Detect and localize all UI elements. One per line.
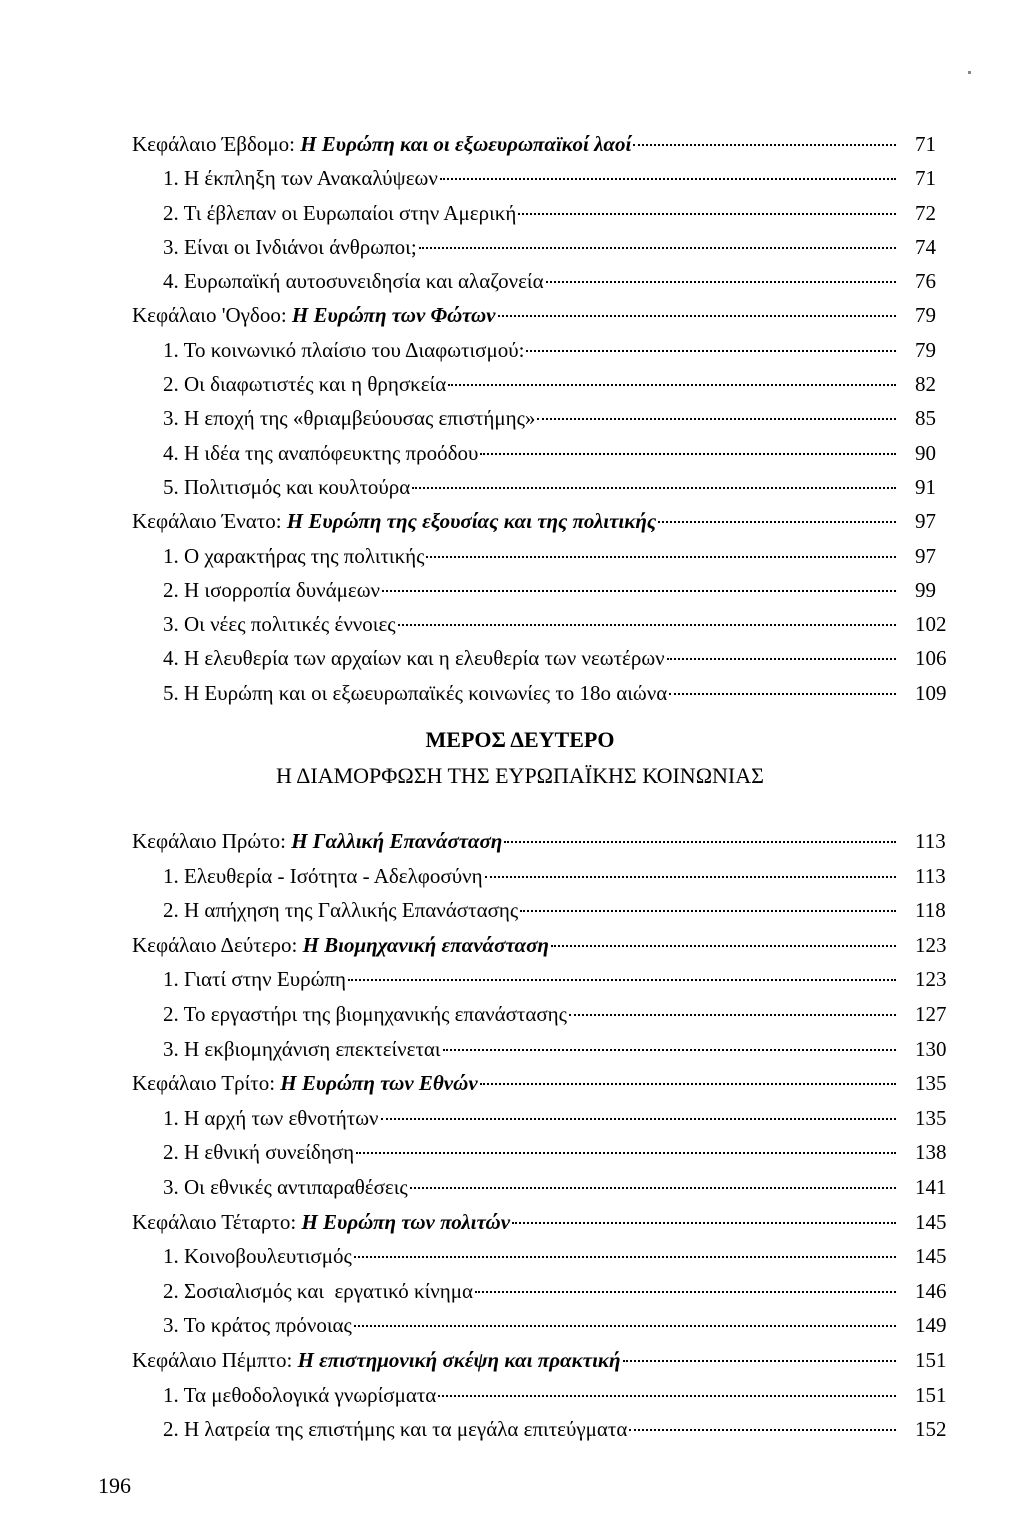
chapter-title: Η Γαλλική Επανάσταση: [291, 829, 503, 853]
dot-leader: [629, 1429, 896, 1431]
page-ref: 85: [915, 406, 936, 431]
toc-entry-label: [163, 1308, 896, 1343]
dot-leader: [410, 1187, 896, 1189]
toc-entry-label: [163, 367, 896, 401]
chapter-prefix: Κεφάλαιο 'Ογδοο:: [132, 303, 292, 328]
page-ref: 151: [915, 1347, 947, 1372]
toc-entry-label: [163, 1101, 896, 1136]
dot-leader: [381, 1118, 896, 1120]
toc-entry-label: [163, 470, 896, 504]
chapter-prefix: Κεφάλαιο Δεύτερο:: [132, 932, 303, 957]
section-title: 1. Κοινοβουλευτισμός: [163, 1244, 352, 1269]
toc-section-row: [0, 1170, 1024, 1205]
page-ref: 91: [915, 474, 936, 499]
toc-entry-label: [163, 997, 896, 1032]
toc-entry-label: [163, 641, 896, 675]
toc-entry-label: [163, 1239, 896, 1274]
toc-section-row: [0, 1308, 1024, 1343]
dot-leader: [412, 487, 896, 489]
dot-leader: [623, 1360, 896, 1362]
section-title: 3. Είναι οι Ινδιάνοι άνθρωποι;: [163, 234, 417, 259]
section-title: 1. Γιατί στην Ευρώπη: [163, 967, 346, 992]
page-ref: 118: [915, 898, 946, 923]
page-ref: 72: [915, 200, 936, 225]
toc-chapter-row: [0, 1205, 1024, 1240]
page-ref: 99: [915, 577, 936, 602]
dot-leader: [520, 910, 896, 912]
chapter-prefix: Κεφάλαιο Πέμπτο:: [132, 1347, 298, 1372]
toc-entry-label: [163, 607, 896, 641]
toc-entry-label: [163, 539, 896, 573]
dot-leader: [498, 315, 897, 317]
page-ref: 130: [915, 1036, 947, 1061]
page-ref: 113: [915, 863, 946, 888]
dot-leader: [518, 213, 896, 215]
chapter-title: Η Ευρώπη των πολιτών: [301, 1209, 511, 1234]
chapter-title: Η Ευρώπη των Εθνών: [280, 1071, 478, 1096]
section-title: 3. Η εποχή της «θριαμβεύουσας επιστήμης»: [163, 406, 536, 431]
toc-chapter-row: [0, 1343, 1024, 1378]
toc-section-row: [0, 1101, 1024, 1136]
dot-leader: [667, 658, 896, 660]
dot-leader: [440, 178, 896, 180]
section-title: 4. Η ελευθερία των αρχαίων και η ελευθερία των νεωτέρων: [163, 646, 665, 671]
page-ref: 152: [915, 1417, 947, 1442]
dot-leader: [348, 979, 896, 981]
section-title: 1. Η έκπληξη των Ανακαλύψεων: [163, 166, 438, 191]
dot-leader: [438, 1395, 896, 1397]
dot-leader: [633, 144, 896, 146]
dot-leader: [526, 350, 896, 352]
toc-entry-label: [163, 1274, 896, 1309]
toc-entry-label: [132, 127, 896, 161]
toc-chapter-row: [0, 1066, 1024, 1101]
section-title: 2. Η απήχηση της Γαλλικής Επανάστασης: [163, 898, 519, 923]
toc-section-row: [0, 1412, 1024, 1447]
section-title: 3. Οι εθνικές αντιπαραθέσεις: [163, 1174, 408, 1199]
toc-section-row: [0, 607, 1024, 641]
page-ref: 141: [915, 1174, 947, 1199]
dot-leader: [569, 1014, 896, 1016]
dot-leader: [669, 693, 896, 695]
dot-leader: [354, 1325, 896, 1327]
section-title: 1. Ο χαρακτήρας της πολιτικής: [163, 543, 425, 568]
page-ref: 97: [915, 509, 936, 534]
toc-entry-label: [163, 230, 896, 264]
toc-entry-label: [163, 161, 896, 195]
toc-section-row: [0, 333, 1024, 367]
toc-entry-label: [163, 1412, 896, 1447]
dot-leader: [426, 556, 896, 558]
dot-leader: [480, 1083, 896, 1085]
toc-section-row: [0, 264, 1024, 298]
page-ref: 123: [915, 967, 947, 992]
section-title: 3. Η εκβιομηχάνιση επεκτείνεται: [163, 1036, 441, 1061]
section-title: 2. Οι διαφωτιστές και η θρησκεία: [163, 372, 447, 397]
page-ref: 79: [915, 303, 936, 328]
dot-leader: [658, 521, 896, 523]
toc-section-row: [0, 1032, 1024, 1067]
section-title: 3. Το κράτος πρόνοιας: [163, 1313, 352, 1338]
toc-section-row: [0, 676, 1024, 710]
toc-section-row: [0, 196, 1024, 230]
toc-entry-label: [163, 264, 896, 298]
page-number: 196: [98, 1473, 131, 1498]
part-title: ΜΕΡΟΣ ΔΕΥΤΕΡΟ: [425, 727, 615, 752]
page-ref: 135: [915, 1105, 947, 1130]
toc-entry-label: [163, 1032, 896, 1067]
page-ref: 74: [915, 234, 936, 259]
toc-entry-label: [132, 298, 896, 332]
page-ref: 127: [915, 1001, 947, 1026]
part-subtitle: Η ΔΙΑΜΟΡΦΩΣΗ ΤΗΣ ΕΥΡΩΠΑΪΚΗΣ ΚΟΙΝΩΝΙΑΣ: [276, 763, 764, 788]
toc-entry-label: [163, 196, 896, 230]
section-title: 5. Η Ευρώπη και οι εξωευρωπαϊκές κοινωνίες το 18ο αιώνα: [163, 680, 668, 705]
toc-section-row: [0, 1135, 1024, 1170]
toc-entry-label: [132, 928, 896, 963]
dot-leader: [551, 945, 896, 947]
toc-section-row: [0, 230, 1024, 264]
toc-section-row: [0, 573, 1024, 607]
chapter-prefix: Κεφάλαιο Τέταρτο:: [132, 1209, 302, 1234]
toc-chapter-row: [0, 928, 1024, 963]
toc-section-row: [0, 1378, 1024, 1413]
chapter-prefix: Κεφάλαιο Τρίτο:: [132, 1071, 281, 1096]
dot-leader: [480, 453, 896, 455]
toc-entry-label: [132, 1066, 896, 1101]
page-ref: 102: [915, 612, 947, 637]
dot-leader: [419, 247, 896, 249]
toc-entry-label: [163, 1135, 896, 1170]
chapter-prefix: Κεφάλαιο Πρώτο:: [132, 829, 292, 853]
page-ref: 71: [915, 166, 936, 191]
page-ref: 123: [915, 932, 947, 957]
toc-entry-label: [163, 893, 896, 928]
dot-leader: [504, 841, 896, 843]
section-title: 1. Τα μεθοδολογικά γνωρίσματα: [163, 1382, 437, 1407]
toc-section-row: [0, 997, 1024, 1032]
toc-entry-label: [163, 401, 896, 435]
page-ref: 113: [915, 829, 946, 853]
toc-chapter-row: [0, 127, 1024, 161]
toc-second-block: [0, 824, 1024, 1447]
page-ref: 71: [915, 132, 936, 156]
toc-section-row: [0, 161, 1024, 195]
page-ref: 135: [915, 1071, 947, 1096]
toc-section-row: [0, 859, 1024, 894]
toc-entry-label: [163, 333, 896, 367]
section-title: 5. Πολιτισμός και κουλτούρα: [163, 474, 411, 499]
toc-entry-label: [163, 962, 896, 997]
section-title: 3. Οι νέες πολιτικές έννοιες: [163, 612, 396, 637]
section-title: 2. Η λατρεία της επιστήμης και τα μεγάλα επιτεύγματα: [163, 1417, 628, 1442]
chapter-title: Η Ευρώπη και οι εξωευρωπαϊκοί λαοί: [300, 132, 632, 156]
section-title: 4. Η ιδέα της αναπόφευκτης προόδου: [163, 440, 479, 465]
toc-section-row: [0, 436, 1024, 470]
dot-leader: [356, 1152, 896, 1154]
toc-section-row: [0, 367, 1024, 401]
toc-entry-label: [163, 859, 896, 894]
page-ref: 106: [915, 646, 947, 671]
page-ref: 146: [915, 1278, 947, 1303]
dot-leader: [443, 1049, 896, 1051]
dot-leader: [382, 590, 896, 592]
page-ref: 145: [915, 1209, 947, 1234]
toc-section-row: [0, 641, 1024, 675]
toc-section-row: [0, 401, 1024, 435]
page-ref: 109: [915, 680, 947, 705]
toc-chapter-row: [0, 504, 1024, 538]
dot-leader: [512, 1222, 896, 1224]
page-ref: 82: [915, 372, 936, 397]
dot-leader: [398, 624, 896, 626]
section-title: 2. Η εθνική συνείδηση: [163, 1140, 355, 1165]
toc-entry-label: [163, 1170, 896, 1205]
dot-leader: [354, 1256, 896, 1258]
speck-mark: [968, 71, 971, 74]
section-title: 1. Το κοινωνικό πλαίσιο του Διαφωτισμού:: [163, 337, 525, 362]
chapter-prefix: Κεφάλαιο Ένατο:: [132, 509, 287, 534]
page-ref: 76: [915, 269, 936, 294]
toc-entry-label: [163, 573, 896, 607]
toc-section-row: [0, 539, 1024, 573]
dot-leader: [448, 384, 896, 386]
toc-entry-label: [132, 1205, 896, 1240]
toc-entry-label: [163, 1378, 896, 1413]
dot-leader: [537, 418, 896, 420]
section-title: 1. Η αρχή των εθνοτήτων: [163, 1105, 379, 1130]
section-title: 2. Σοσιαλισμός και εργατικό κίνημα: [163, 1278, 473, 1303]
toc-first-block: [0, 127, 1024, 710]
page-ref: 151: [915, 1382, 947, 1407]
dot-leader: [546, 281, 896, 283]
toc-entry-label: [132, 1343, 896, 1378]
toc-chapter-row: [0, 824, 1024, 859]
toc-section-row: [0, 962, 1024, 997]
toc-entry-label: [132, 824, 896, 859]
section-title: 1. Ελευθερία - Ισότητα - Αδελφοσύνη: [163, 863, 483, 888]
dot-leader: [485, 876, 896, 878]
page-ref: 79: [915, 337, 936, 362]
page-ref: 138: [915, 1140, 947, 1165]
chapter-title: Η Ευρώπη της εξουσίας και της πολιτικής: [286, 509, 657, 534]
toc-section-row: [0, 1274, 1024, 1309]
section-title: 2. Τι έβλεπαν οι Ευρωπαίοι στην Αμερική: [163, 200, 517, 225]
toc-section-row: [0, 1239, 1024, 1274]
dot-leader: [475, 1291, 896, 1293]
page-ref: 145: [915, 1244, 947, 1269]
section-title: 2. Το εργαστήρι της βιομηχανικής επανάστασης: [163, 1001, 567, 1026]
toc-chapter-row: [0, 298, 1024, 332]
chapter-title: Η Ευρώπη των Φώτων: [291, 303, 496, 328]
page-ref: 90: [915, 440, 936, 465]
section-title: 2. Η ισορροπία δυνάμεων: [163, 577, 381, 602]
chapter-prefix: Κεφάλαιο Έβδομο:: [132, 132, 301, 156]
page-ref: 149: [915, 1313, 947, 1338]
section-title: 4. Ευρωπαϊκή αυτοσυνειδησία και αλαζονεία: [163, 269, 544, 294]
toc-section-row: [0, 893, 1024, 928]
chapter-title: Η επιστημονική σκέψη και πρακτική: [297, 1347, 621, 1372]
toc-entry-label: [163, 436, 896, 470]
toc-section-row: [0, 470, 1024, 504]
chapter-title: Η Βιομηχανική επανάσταση: [302, 932, 549, 957]
page-ref: 97: [915, 543, 936, 568]
toc-entry-label: [132, 504, 896, 538]
toc-entry-label: [163, 676, 896, 710]
